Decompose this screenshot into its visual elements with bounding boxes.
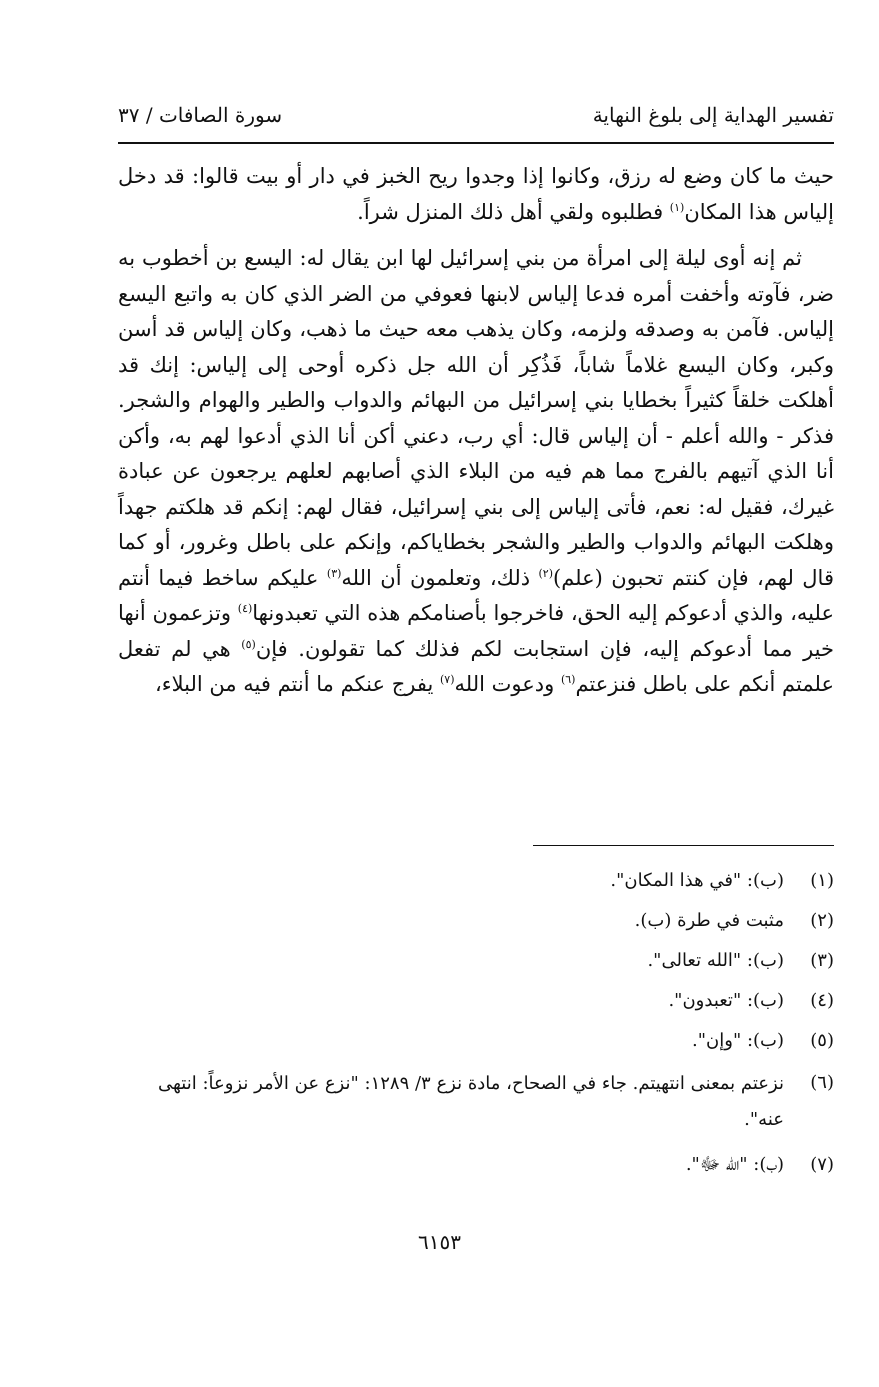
footnote-item [118, 944, 834, 978]
footnote-ref-3: (٣) [326, 566, 342, 580]
footnote-number: (٦) [810, 1072, 834, 1093]
footnote-text: مثبت في طرة (ب). [634, 910, 784, 931]
footnote-ref-7: (٧) [439, 673, 455, 686]
footnote-item [118, 864, 834, 898]
footnote-text: (ب): "وإن". [692, 1030, 784, 1051]
footnote-item [118, 984, 834, 1018]
footnote-text: (ب): "في هذا المكان". [610, 870, 784, 891]
footnote-number: (١) [810, 870, 834, 891]
p2-text-6: ودعوت الله [454, 672, 561, 696]
p2-text-4: وتزعمون أنها خير مما أدعوكم إليه، فإن استجابت لكم فذلك كما تقولون. فإن [118, 601, 834, 661]
footnote-item [118, 1066, 834, 1138]
footnote-item [118, 904, 834, 938]
footnote-number: (٤) [810, 990, 834, 1011]
footnote-number: (٥) [810, 1030, 834, 1051]
surah-label: سورة الصافات / ٣٧ [118, 103, 283, 127]
footnote-ref-2: (٢) [538, 566, 554, 580]
footnote-ref-6: (٦) [560, 673, 576, 686]
main-text [118, 159, 834, 703]
footnote-ref-4: (٤) [237, 602, 253, 615]
paragraph-1 [118, 159, 834, 230]
p1-text-2: فطلبوه ولقي أهل ذلك المنزل شراً. [357, 199, 670, 224]
p2-text-5: هي لم تفعل علمتم أنكم على باطل فنزعتم [118, 636, 834, 696]
p2-text-2: ذلك، وتعلمون أن الله [341, 565, 539, 590]
p1-text-1: حيث ما كان وضع له رزق، وكانوا إذا وجدوا ريح الخبز في دار أو بيت قالوا: قد دخل إلياس هذا المكان [118, 164, 834, 224]
footnotes [118, 864, 834, 1182]
footnote-item [118, 1024, 834, 1058]
footnote-rule [533, 845, 834, 846]
footnote-text: (ب): "الله ﷻ". [685, 1154, 784, 1175]
footnote-text: (ب): "تعبدون". [668, 990, 784, 1011]
footnote-text: نزعتم بمعنى انتهيتم. جاء في الصحاح، مادة نزع ٣/ ١٢٨٩: "نزع عن الأمر نزوعاً: انتهى عنه". [157, 1073, 784, 1130]
p2-text-1: ثم إنه أوى ليلة إلى امرأة من بني إسرائيل لها ابن يقال له: اليسع بن أخطوب به ضر، فآوته وأخفت أمره فدعا إلياس لابنها فعوفي من الضر الذي كان به واتبع اليسع إلياس. فآمن به وصدقه ولزمه، وكان يذهب معه حيث ما ذهب، وكان إلياس قد أسن وكبر، وكان اليسع غلاماً شاباً، فَذُكِر أن الله جل ذكره أوحى إلى إلياس: إنك قد أهلكت خلقاً كثيراً بخطايا بني إسرائيل من البهائم والدواب والطير والهوام والشجر. فذكر - والله أعلم - أن إلياس قال: أي رب، دعني أكن أنا الذي أدعوا لهم به، وأكن أنا الذي آتيهم بالفرج مما هم فيه من البلاء الذي أصابهم لعلهم يرجعون عن عبادة غيرك، فقيل له: نعم، فأتى إلياس إلى بني إسرائيل، فقال لهم: إنكم قد هلكتم جهداً وهلكت البهائم والدواب والطير والشجر بخطاياكم، وإنكم على باطل وغرور، أو كما قال لهم، فإن كنتم تحبون (علم) [118, 246, 834, 590]
footnote-number: (٢) [810, 910, 834, 931]
running-header [118, 100, 834, 136]
footnote-ref-5: (٥) [241, 637, 256, 651]
footnote-text: (ب): "الله تعالى". [647, 950, 784, 971]
page-number: ٦١٥٣ [418, 1230, 461, 1254]
paragraph-2 [118, 241, 834, 703]
footnote-number: (٧) [810, 1154, 834, 1175]
p2-text-3: عليكم ساخط فيما أنتم عليه، والذي أدعوكم إليه الحق، فاخرجوا بأصنامكم هذه التي تعبدونها [118, 565, 834, 625]
book-title: تفسير الهداية إلى بلوغ النهاية [592, 103, 834, 127]
p2-text-7: يفرج عنكم ما أنتم فيه من البلاء، [154, 672, 440, 696]
footnote-ref-1: (١) [669, 200, 685, 214]
footnote-number: (٣) [810, 950, 834, 971]
footnote-item [118, 1148, 834, 1182]
header-rule [118, 142, 834, 144]
